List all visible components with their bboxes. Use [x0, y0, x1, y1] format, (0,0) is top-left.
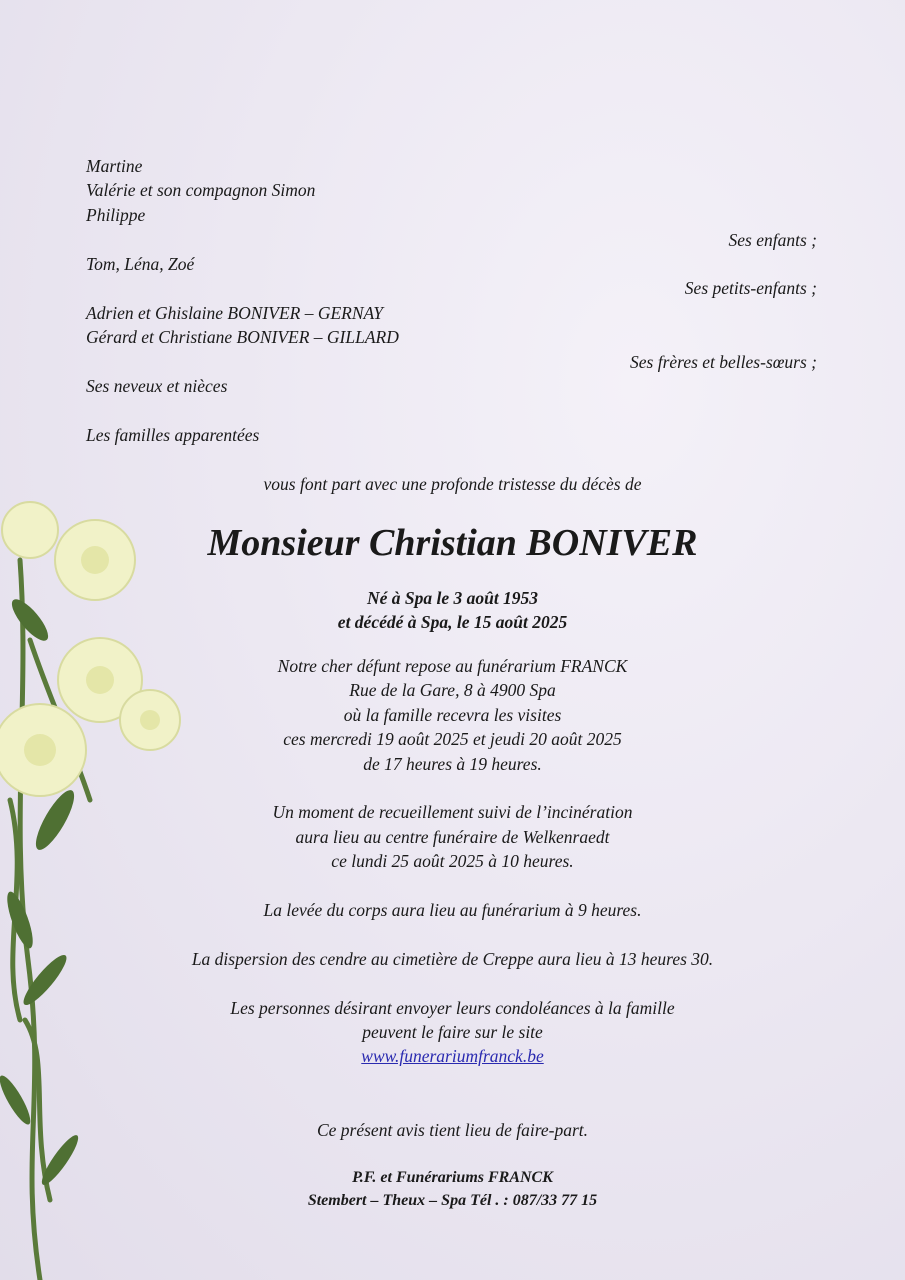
ceremony-line: Un moment de recueillement suivi de l’incinération — [272, 802, 633, 822]
visitation-line: ces mercredi 19 août 2025 et jeudi 20 août 2025 — [283, 729, 622, 749]
website-link[interactable]: www.funerariumfranck.be — [361, 1046, 544, 1066]
grandchildren-names: Tom, Léna, Zoé — [86, 254, 195, 274]
body-removal-line: La levée du corps aura lieu au funérarium à 9 heures. — [263, 900, 642, 920]
birth-line: Né à Spa le 3 août 1953 — [366, 588, 539, 608]
children-label: Ses enfants ; — [728, 230, 817, 250]
condolences-line: Les personnes désirant envoyer leurs condoléances à la famille — [230, 998, 675, 1018]
ceremony-line: ce lundi 25 août 2025 à 10 heures. — [331, 851, 574, 871]
visitation-line: où la famille recevra les visites — [343, 705, 562, 725]
child-name: Martine — [86, 156, 143, 176]
relatives-line: Les familles apparentées — [86, 425, 260, 445]
death-line: et décédé à Spa, le 15 août 2025 — [337, 612, 568, 632]
child-name: Valérie et son compagnon Simon — [86, 180, 316, 200]
funeral-home-contact: Stembert – Theux – Spa Tél . : 087/33 77 15 — [307, 1192, 598, 1209]
nephews-line: Ses neveux et nièces — [86, 376, 228, 396]
website-row — [0, 1044, 905, 1068]
deceased-name: Monsieur Christian BONIVER — [207, 522, 698, 564]
visitation-line: Notre cher défunt repose au funérarium FRANCK — [277, 656, 628, 676]
ceremony-line: aura lieu au centre funéraire de Welkenraedt — [295, 827, 610, 847]
visitation-line: de 17 heures à 19 heures. — [363, 754, 542, 774]
grandchildren-label: Ses petits-enfants ; — [684, 278, 817, 298]
sibling-name: Gérard et Christiane BONIVER – GILLARD — [86, 327, 399, 347]
visitation-line: Rue de la Gare, 8 à 4900 Spa — [349, 680, 556, 700]
child-name: Philippe — [86, 205, 146, 225]
condolences-line: peuvent le faire sur le site — [362, 1022, 543, 1042]
sibling-name: Adrien et Ghislaine BONIVER – GERNAY — [86, 303, 383, 323]
notice-text: Ce présent avis tient lieu de faire-part. — [316, 1120, 589, 1140]
ashes-dispersion-line: La dispersion des cendre au cimetière de Creppe aura lieu à 13 heures 30. — [191, 949, 714, 969]
funeral-home-name: P.F. et Funérariums FRANCK — [352, 1169, 553, 1186]
siblings-label: Ses frères et belles-sœurs ; — [630, 352, 817, 372]
announcement-text: vous font part avec une profonde tristesse du décès de — [263, 474, 642, 494]
